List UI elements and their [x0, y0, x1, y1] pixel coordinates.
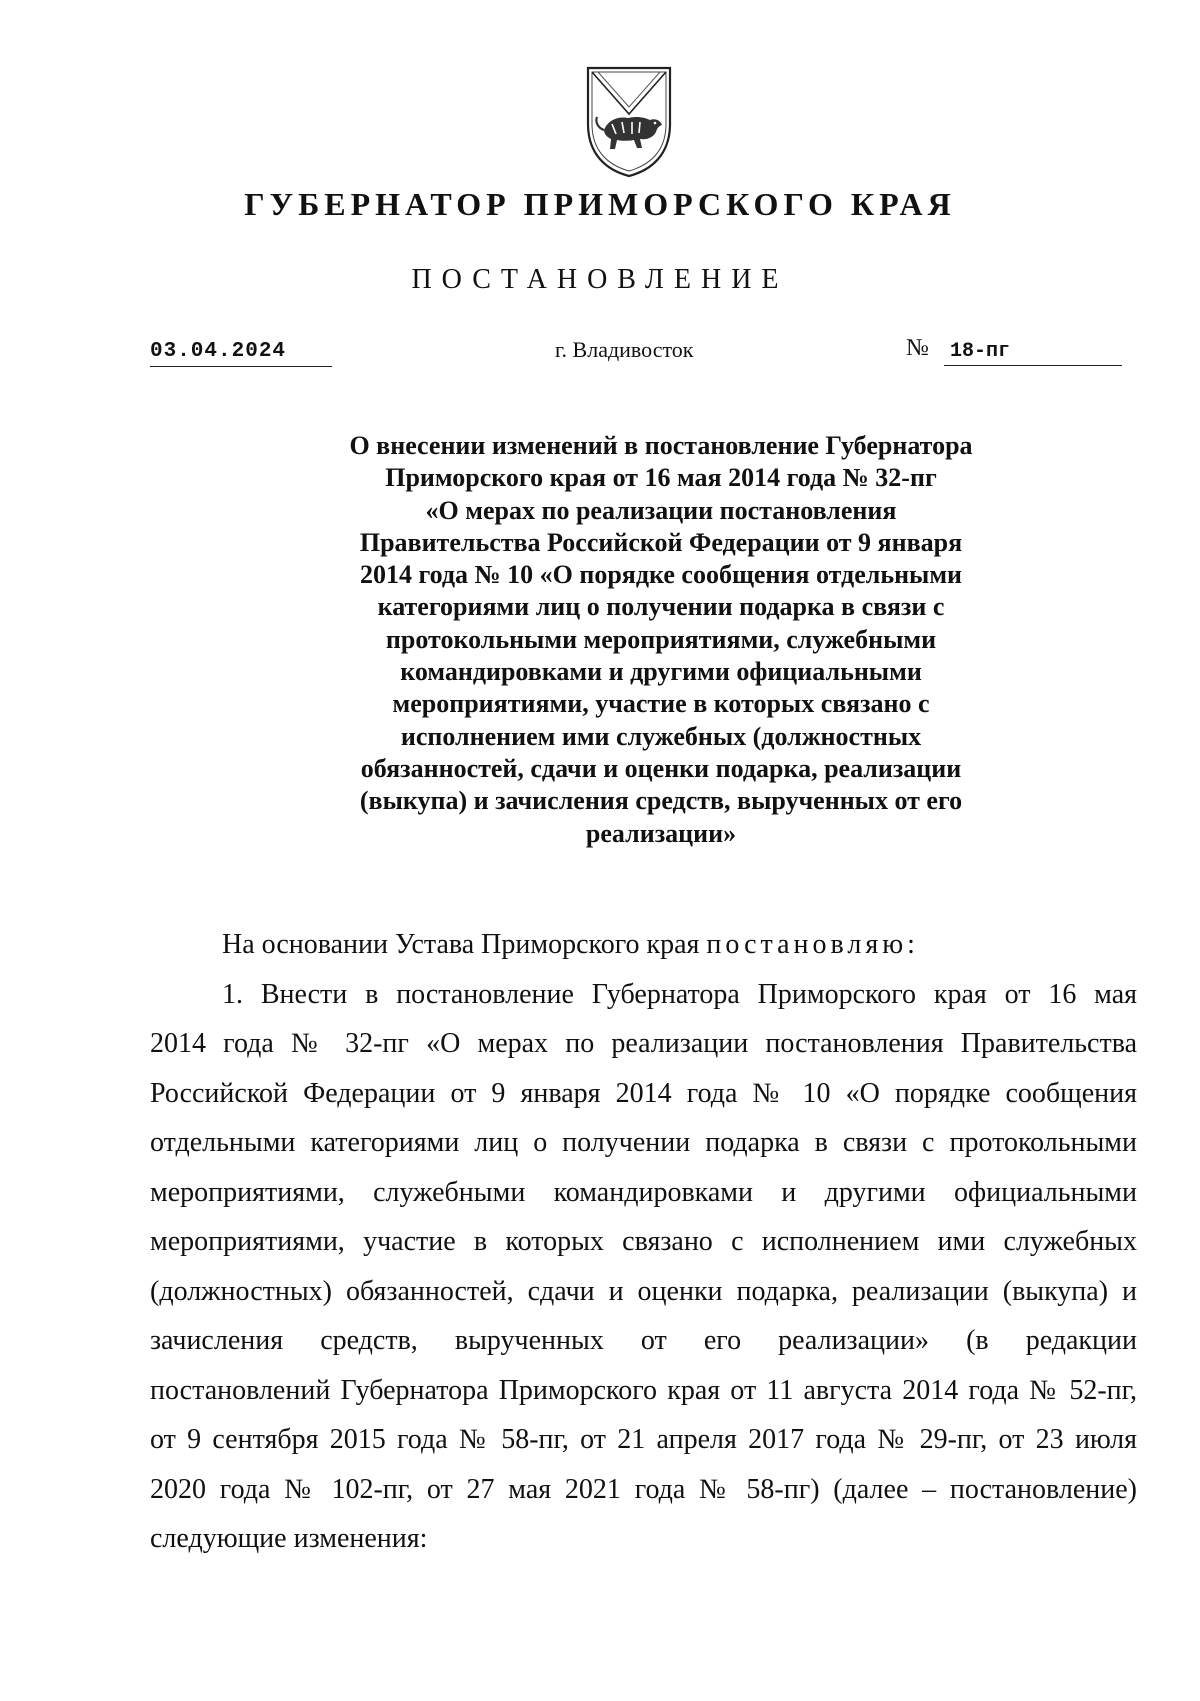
item1-line: мероприятиями, участие в которых связано с исполнением ими служебных [150, 1226, 1137, 1257]
preamble-decree-word: постановляю [706, 929, 908, 960]
title-line: реализации» [585, 818, 737, 848]
title-line: О внесении изменений в постановление Губернатора [349, 431, 973, 460]
title-line: Правительства Российской Федерации от 9 января [359, 527, 963, 557]
item1-line: отдельными категориями лиц о получении подарка в связи с протокольными [150, 1127, 1137, 1158]
item1-line: следующие изменения: [150, 1523, 428, 1554]
title-line: 2014 года № 10 «О порядке сообщения отдельными [359, 560, 963, 590]
preamble-paragraph [150, 920, 1137, 970]
item1-line: Российской Федерации от 9 января 2014 года № 10 «О порядке сообщения [150, 1077, 1137, 1109]
document-type: ПОСТАНОВЛЕНИЕ [411, 264, 789, 295]
title-line: обязанностей, сдачи и оценки подарка, реализации [360, 753, 962, 783]
title-line: командировками и другими официальными [400, 657, 922, 687]
document-body [150, 920, 1137, 1564]
title-line: мероприятиями, участие в которых связано с [392, 689, 930, 719]
item1-line: 1. Внести в постановление Губернатора Приморского края от 16 мая [222, 978, 1137, 1010]
title-line: исполнением ими служебных (должностных [400, 721, 922, 751]
preamble-text: На основании Устава Приморского края [222, 929, 707, 960]
title-line: Приморского края от 16 мая 2014 года № 32-пг [385, 463, 937, 493]
document-title [300, 430, 1022, 850]
number-label: № [906, 335, 929, 361]
title-line: «О мерах по реализации постановления [425, 495, 897, 525]
item1-line: мероприятиями, служебными командировками и другими официальными [150, 1176, 1137, 1208]
primorsky-krai-coat-of-arms-icon [582, 62, 676, 180]
item1-line: 2020 года № 102-пг, от 27 мая 2021 года № 58-пг) (далее – постановление) [150, 1473, 1137, 1505]
item1-line: от 9 сентября 2015 года № 58-пг, от 21 апреля 2017 года № 29-пг, от 23 июля [150, 1424, 1137, 1455]
title-line: протокольными мероприятиями, служебными [385, 624, 937, 654]
document-city: г. Владивосток [555, 337, 694, 362]
item1-line: постановлений Губернатора Приморского края от 11 августа 2014 года № 52-пг, [150, 1374, 1137, 1406]
item1-line: зачисления средств, вырученных от его реализации» (в редакции [150, 1325, 1137, 1356]
issuer-heading: ГУБЕРНАТОР ПРИМОРСКОГО КРАЯ [244, 186, 956, 222]
document-date: 03.04.2024 [150, 338, 332, 367]
title-line: (выкупа) и зачисления средств, вырученных от его [359, 786, 963, 816]
item1-line: (должностных) обязанностей, сдачи и оценки подарка, реализации (выкупа) и [150, 1275, 1137, 1307]
preamble-colon: : [907, 929, 915, 960]
item1-line: 2014 года № 32-пг «О мерах по реализации постановления Правительства [150, 1028, 1137, 1059]
document-number: 18-пг [944, 339, 1122, 366]
title-line: категориями лиц о получении подарка в связи с [377, 592, 945, 622]
